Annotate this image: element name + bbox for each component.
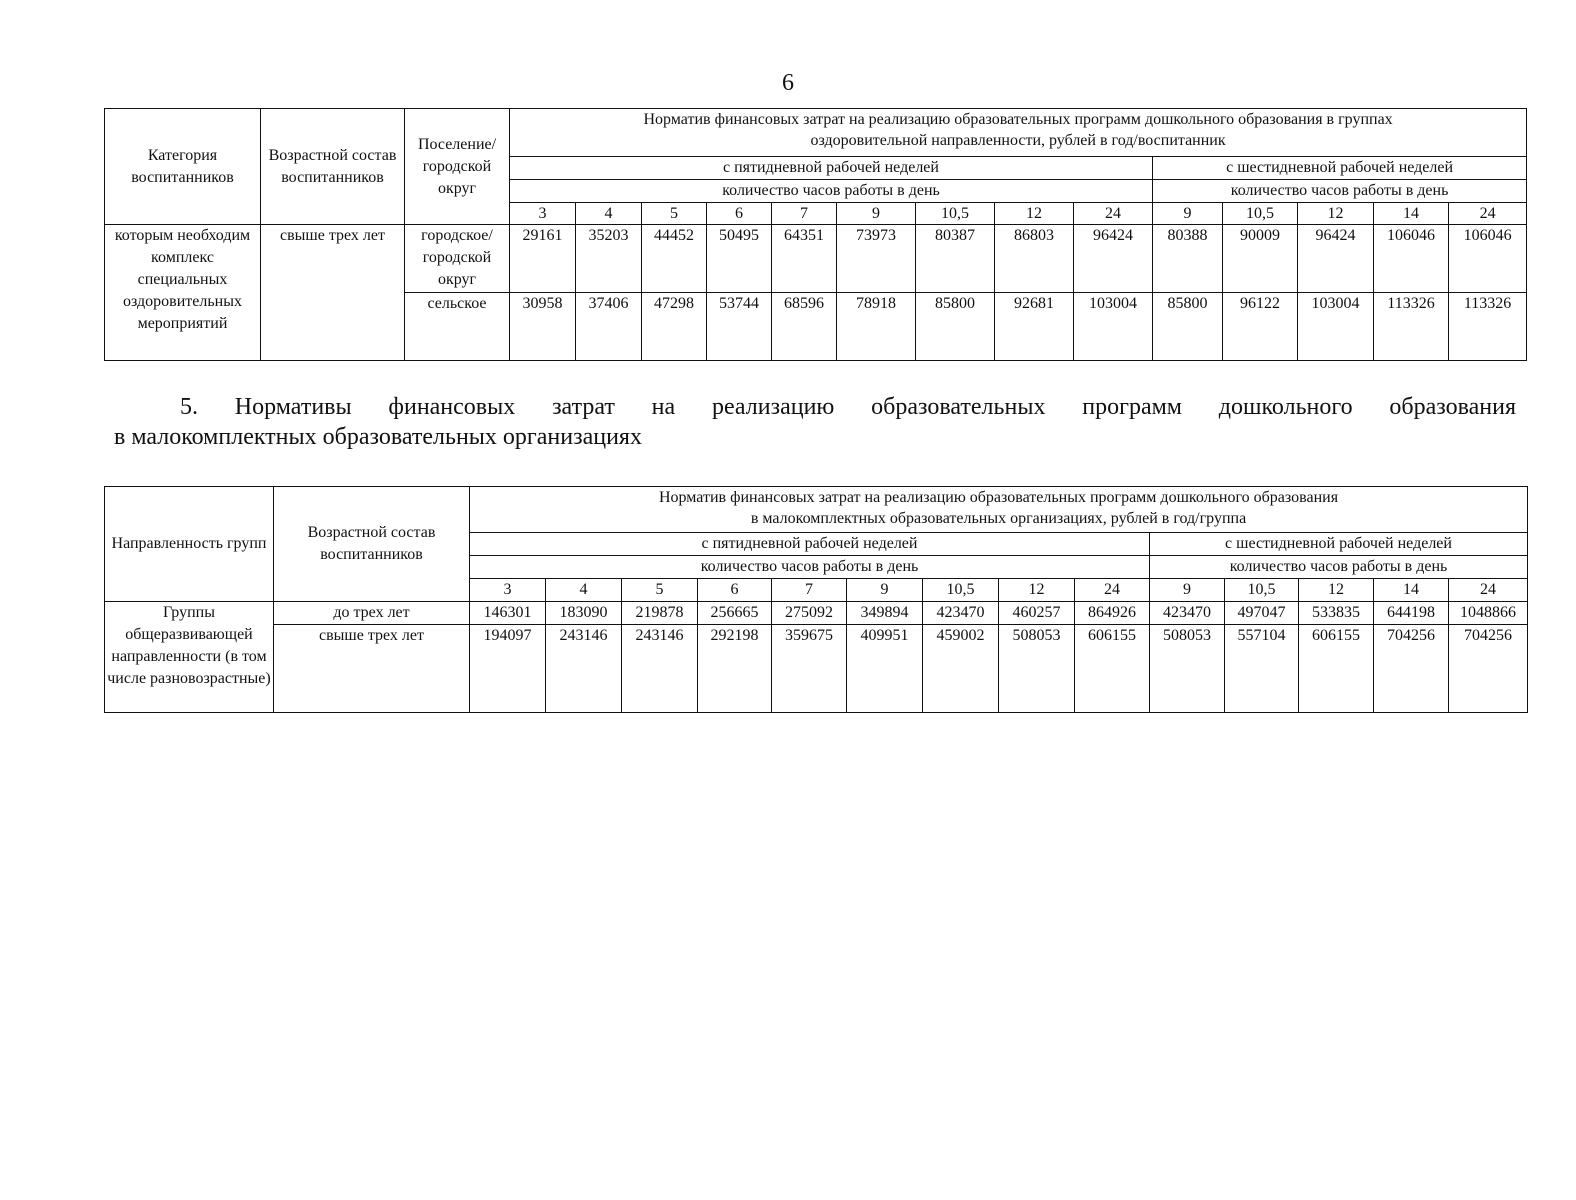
value-cell: 497047 bbox=[1225, 602, 1299, 625]
value-cell: 30958 bbox=[510, 293, 576, 361]
value-cell: 96122 bbox=[1223, 293, 1298, 361]
hours-label-six-day: количество часов работы в день bbox=[1153, 180, 1527, 203]
hours-cell: 9 bbox=[837, 203, 916, 225]
value-cell: 557104 bbox=[1225, 625, 1299, 713]
settlement-cell: сельское bbox=[405, 293, 510, 361]
hours-cell: 3 bbox=[470, 579, 546, 602]
hours-cell: 5 bbox=[642, 203, 707, 225]
value-cell: 103004 bbox=[1074, 293, 1153, 361]
value-cell: 275092 bbox=[772, 602, 847, 625]
table-row bbox=[105, 602, 1528, 625]
hours-cell: 6 bbox=[698, 579, 772, 602]
normative-header bbox=[470, 487, 1528, 533]
direction-cell: Группы общеразвивающей направленности (в том числе разновозрастные) bbox=[105, 602, 274, 713]
hours-cell: 24 bbox=[1449, 203, 1527, 225]
hours-cell: 9 bbox=[847, 579, 923, 602]
page-number: 6 bbox=[782, 70, 794, 96]
hours-cell: 12 bbox=[999, 579, 1075, 602]
hours-cell: 12 bbox=[1299, 579, 1374, 602]
value-cell: 409951 bbox=[847, 625, 923, 713]
age-cell: до трех лет bbox=[274, 602, 470, 625]
value-cell: 86803 bbox=[995, 225, 1074, 293]
hours-cell: 9 bbox=[1153, 203, 1223, 225]
value-cell: 704256 bbox=[1374, 625, 1449, 713]
value-cell: 359675 bbox=[772, 625, 847, 713]
value-cell: 35203 bbox=[576, 225, 642, 293]
value-cell: 644198 bbox=[1374, 602, 1449, 625]
hours-cell: 10,5 bbox=[923, 579, 999, 602]
value-cell: 50495 bbox=[707, 225, 772, 293]
normative-header-line2: оздоровительной направленности, рублей в год/воспитанник bbox=[810, 132, 1226, 149]
age-cell: свыше трех лет bbox=[261, 225, 405, 361]
five-day-week-header: с пятидневной рабочей неделей bbox=[510, 157, 1153, 180]
value-cell: 53744 bbox=[707, 293, 772, 361]
value-cell: 256665 bbox=[698, 602, 772, 625]
hours-cell: 24 bbox=[1075, 579, 1150, 602]
value-cell: 533835 bbox=[1299, 602, 1374, 625]
value-cell: 37406 bbox=[576, 293, 642, 361]
table-row bbox=[105, 625, 1528, 713]
value-cell: 64351 bbox=[772, 225, 837, 293]
value-cell: 704256 bbox=[1449, 625, 1528, 713]
hours-cell: 6 bbox=[707, 203, 772, 225]
value-cell: 146301 bbox=[470, 602, 546, 625]
value-cell: 106046 bbox=[1374, 225, 1449, 293]
category-header: Категория воспитанников bbox=[105, 109, 261, 225]
hours-cell: 4 bbox=[576, 203, 642, 225]
direction-header: Направленность групп bbox=[105, 487, 274, 602]
section-5-heading bbox=[114, 392, 1516, 452]
five-day-week-header: с пятидневной рабочей неделей bbox=[470, 533, 1150, 556]
age-header: Возрастной состав воспитанников bbox=[274, 487, 470, 602]
hours-label-five-day: количество часов работы в день bbox=[510, 180, 1153, 203]
value-cell: 90009 bbox=[1223, 225, 1298, 293]
value-cell: 423470 bbox=[923, 602, 999, 625]
hours-cell: 10,5 bbox=[1223, 203, 1298, 225]
value-cell: 243146 bbox=[622, 625, 698, 713]
value-cell: 29161 bbox=[510, 225, 576, 293]
settlement-header: Поселение/ городской округ bbox=[405, 109, 510, 225]
value-cell: 68596 bbox=[772, 293, 837, 361]
value-cell: 243146 bbox=[546, 625, 622, 713]
value-cell: 80387 bbox=[916, 225, 995, 293]
value-cell: 73973 bbox=[837, 225, 916, 293]
value-cell: 508053 bbox=[1150, 625, 1225, 713]
small-organizations-normative-table bbox=[104, 486, 1528, 713]
hours-label-six-day: количество часов работы в день bbox=[1150, 556, 1528, 579]
normative-header bbox=[510, 109, 1527, 157]
value-cell: 423470 bbox=[1150, 602, 1225, 625]
hours-cell: 24 bbox=[1449, 579, 1528, 602]
value-cell: 78918 bbox=[837, 293, 916, 361]
normative-header-line1: Норматив финансовых затрат на реализацию образовательных программ дошкольного образования в группах bbox=[643, 111, 1393, 128]
value-cell: 47298 bbox=[642, 293, 707, 361]
hours-cell: 7 bbox=[772, 579, 847, 602]
value-cell: 459002 bbox=[923, 625, 999, 713]
value-cell: 508053 bbox=[999, 625, 1075, 713]
hours-cell: 24 bbox=[1074, 203, 1153, 225]
value-cell: 85800 bbox=[1153, 293, 1223, 361]
value-cell: 96424 bbox=[1074, 225, 1153, 293]
value-cell: 113326 bbox=[1374, 293, 1449, 361]
value-cell: 44452 bbox=[642, 225, 707, 293]
hours-cell: 3 bbox=[510, 203, 576, 225]
normative-header-line1: Норматив финансовых затрат на реализацию образовательных программ дошкольного образования bbox=[658, 489, 1339, 506]
normative-header-line2: в малокомплектных образовательных организациях, рублей в год/группа bbox=[750, 510, 1247, 527]
hours-cell: 9 bbox=[1150, 579, 1225, 602]
section-5-heading-line1: 5. Нормативы финансовых затрат на реализацию образовательных программ дошкольного образования bbox=[180, 394, 1516, 420]
value-cell: 460257 bbox=[999, 602, 1075, 625]
six-day-week-header: с шестидневной рабочей неделей bbox=[1153, 157, 1527, 180]
value-cell: 92681 bbox=[995, 293, 1074, 361]
hours-cell: 12 bbox=[1298, 203, 1374, 225]
table-row bbox=[105, 225, 1527, 293]
value-cell: 606155 bbox=[1299, 625, 1374, 713]
settlement-cell: городское/ городской округ bbox=[405, 225, 510, 293]
hours-cell: 14 bbox=[1374, 203, 1449, 225]
value-cell: 606155 bbox=[1075, 625, 1150, 713]
hours-cell: 5 bbox=[622, 579, 698, 602]
hours-cell: 12 bbox=[995, 203, 1074, 225]
value-cell: 85800 bbox=[916, 293, 995, 361]
hours-label-five-day: количество часов работы в день bbox=[470, 556, 1150, 579]
hours-cell: 14 bbox=[1374, 579, 1449, 602]
value-cell: 103004 bbox=[1298, 293, 1374, 361]
section-5-heading-line2: в малокомплектных образовательных организациях bbox=[114, 424, 642, 450]
age-header: Возрастной состав воспитанников bbox=[261, 109, 405, 225]
age-cell: свыше трех лет bbox=[274, 625, 470, 713]
hours-cell: 4 bbox=[546, 579, 622, 602]
category-cell: которым необходим комплекс специальных оздоровительных мероприятий bbox=[105, 225, 261, 361]
value-cell: 183090 bbox=[546, 602, 622, 625]
value-cell: 96424 bbox=[1298, 225, 1374, 293]
hours-cell: 10,5 bbox=[1225, 579, 1299, 602]
value-cell: 194097 bbox=[470, 625, 546, 713]
value-cell: 349894 bbox=[847, 602, 923, 625]
value-cell: 219878 bbox=[622, 602, 698, 625]
value-cell: 1048866 bbox=[1449, 602, 1528, 625]
hours-cell: 7 bbox=[772, 203, 837, 225]
hours-cell: 10,5 bbox=[916, 203, 995, 225]
six-day-week-header: с шестидневной рабочей неделей bbox=[1150, 533, 1528, 556]
value-cell: 106046 bbox=[1449, 225, 1527, 293]
value-cell: 113326 bbox=[1449, 293, 1527, 361]
value-cell: 292198 bbox=[698, 625, 772, 713]
value-cell: 80388 bbox=[1153, 225, 1223, 293]
health-groups-normative-table bbox=[104, 108, 1527, 361]
value-cell: 864926 bbox=[1075, 602, 1150, 625]
